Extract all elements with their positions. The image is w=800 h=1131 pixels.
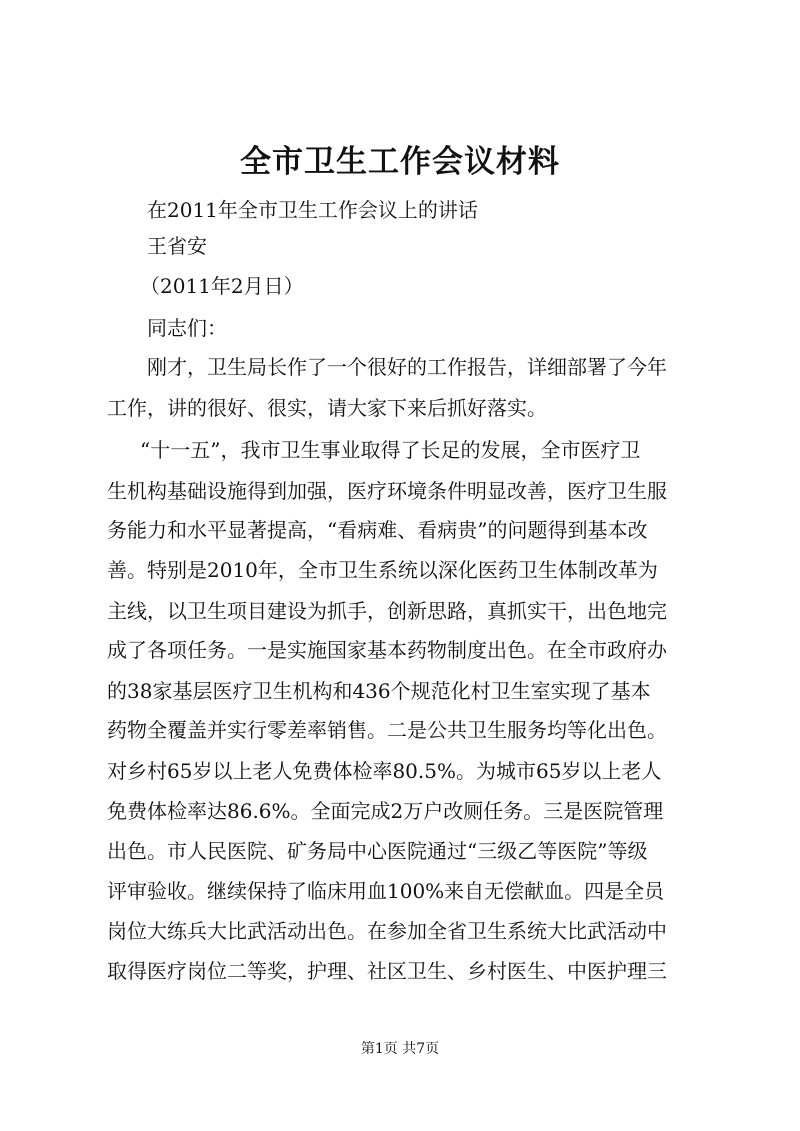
paragraph-line: 善。特别是2010年，全市卫生系统以深化医药卫生体制改革为 — [107, 558, 658, 582]
document-salutation: 同志们： — [147, 316, 227, 340]
document-date: （2011年2月日） — [140, 274, 304, 298]
paragraph-line: 刚才，卫生局长作了一个很好的工作报告，详细部署了今年 — [147, 355, 667, 379]
paragraph-line: 生机构基础设施得到加强，医疗环境条件明显改善，医疗卫生服 — [107, 479, 667, 503]
paragraph-line: 取得医疗岗位二等奖，护理、社区卫生、乡村医生、中医护理三 — [107, 959, 667, 983]
paragraph-line: 工作，讲的很好、很实，请大家下来后抓好落实。 — [107, 396, 547, 420]
document-author: 王省安 — [147, 234, 207, 258]
paragraph-line: “十一五”，我市卫生事业取得了长足的发展，全市医疗卫 — [140, 438, 641, 462]
paragraph-line: 药物全覆盖并实行零差率销售。二是公共卫生服务均等化出色。 — [107, 718, 667, 742]
paragraph-line: 主线，以卫生项目建设为抓手，创新思路，真抓实干，出色地完 — [107, 599, 667, 623]
paragraph-line: 免费体检率达86.6%。全面完成2万户改厕任务。三是医院管理 — [107, 799, 664, 823]
paragraph-line: 出色。市人民医院、矿务局中心医院通过“三级乙等医院”等级 — [107, 839, 648, 863]
paragraph-line: 岗位大练兵大比武活动出色。在参加全省卫生系统大比武活动中 — [107, 919, 667, 943]
document-title: 全市卫生工作会议材料 — [240, 144, 560, 180]
paragraph-line: 评审验收。继续保持了临床用血100%来自无偿献血。四是全员 — [107, 879, 665, 903]
page-footer: 第1页 共7页 — [360, 1041, 440, 1057]
paragraph-line: 成了各项任务。一是实施国家基本药物制度出色。在全市政府办 — [107, 638, 667, 662]
paragraph-line: 务能力和水平显著提高，“看病难、看病贵”的问题得到基本改 — [107, 518, 648, 542]
paragraph-line: 对乡村65岁以上老人免费体检率80.5%。为城市65岁以上老人 — [107, 759, 662, 783]
document-subtitle: 在2011年全市卫生工作会议上的讲话 — [147, 198, 478, 222]
paragraph-line: 的38家基层医疗卫生机构和436个规范化村卫生室实现了基本 — [107, 679, 651, 703]
